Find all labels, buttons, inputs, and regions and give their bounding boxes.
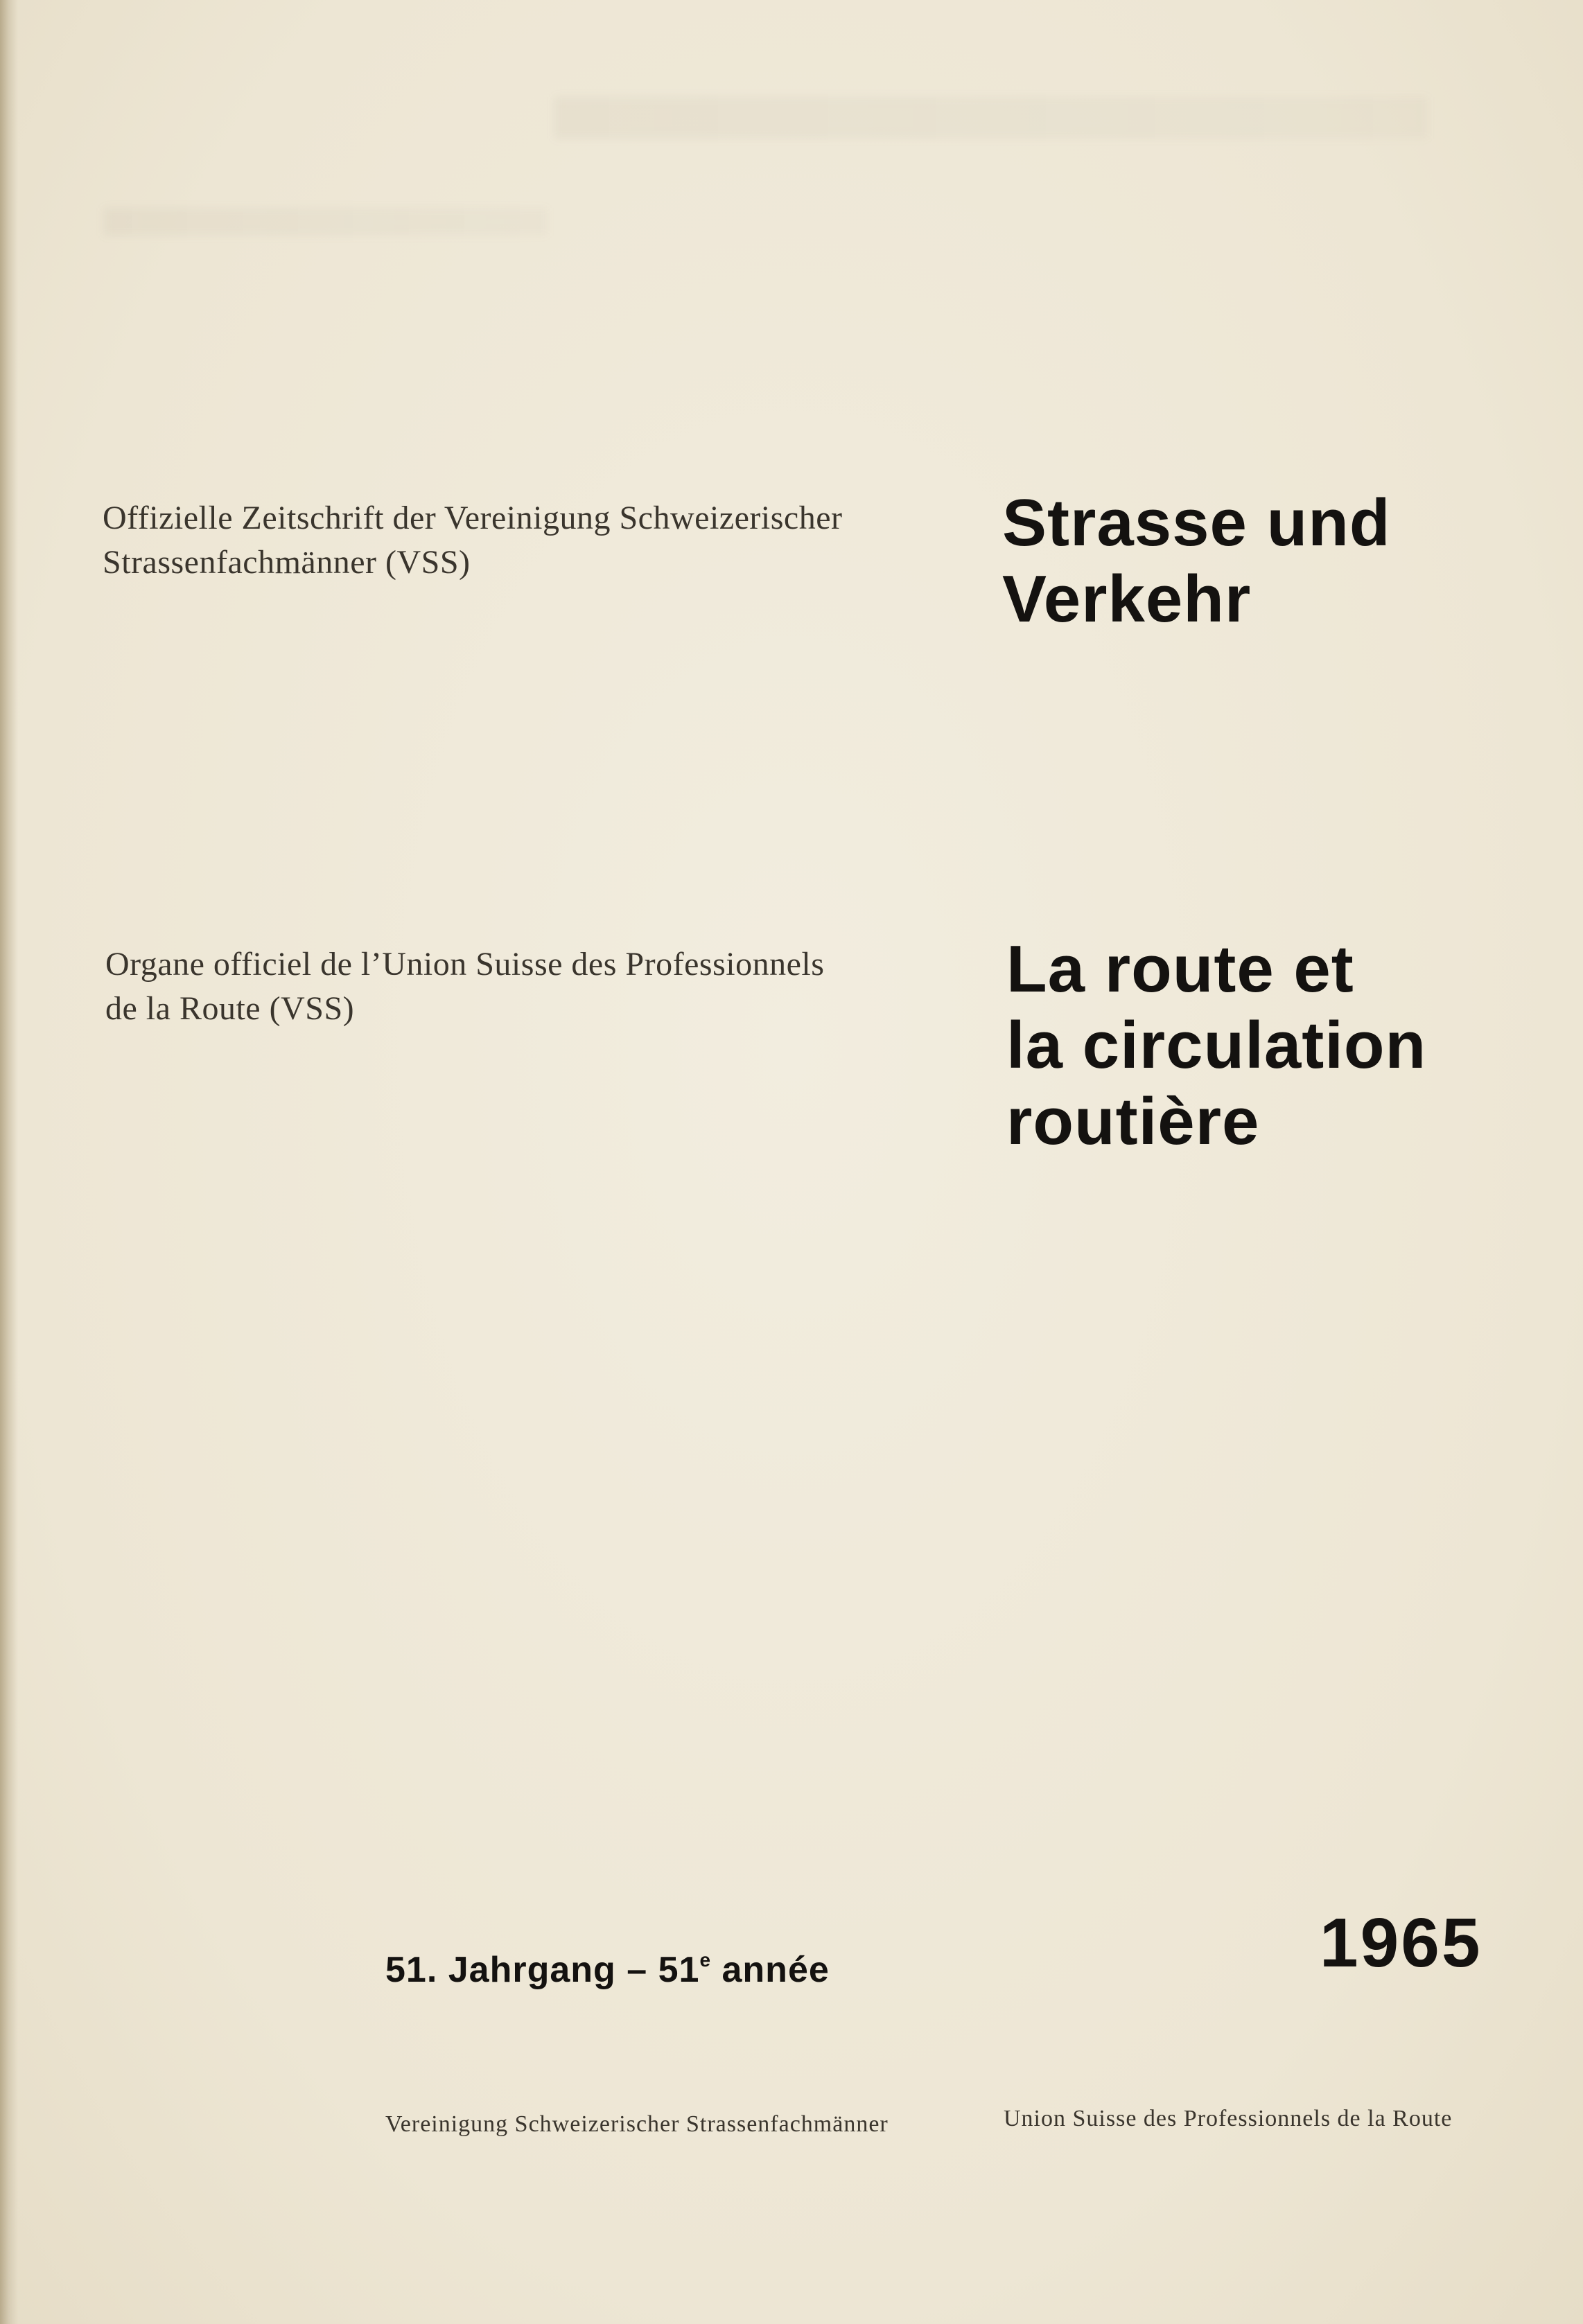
volume-separator: – [627, 1950, 648, 1990]
french-title-line-2: la circulation [1006, 1008, 1427, 1082]
binding-edge [0, 0, 18, 2324]
french-title [1006, 931, 1561, 1160]
publication-year: 1965 [1320, 1904, 1483, 1982]
german-title [1002, 485, 1529, 637]
german-organ-line-2: Strassenfachmänner (VSS) [103, 544, 471, 581]
french-title-line-1: La route et [1006, 932, 1354, 1006]
footer-french-publisher: Union Suisse des Professionnels de la Route [1004, 2106, 1453, 2131]
volume-french-number: 51 [658, 1950, 700, 1990]
volume-statement [385, 1936, 830, 1994]
german-title-line-1: Strasse und [1002, 486, 1391, 560]
french-organ-line-1: Organe officiel de l’Union Suisse des Professionnels [105, 946, 825, 983]
show-through-text [554, 97, 1428, 139]
french-organ-line-2: de la Route (VSS) [105, 990, 355, 1027]
french-organ-statement [105, 942, 882, 1031]
volume-french-word: année [721, 1950, 830, 1990]
french-title-line-3: routière [1006, 1084, 1260, 1159]
german-title-line-2: Verkehr [1002, 562, 1252, 636]
german-organ-line-1: Offizielle Zeitschrift der Vereinigung Schweizerischer [103, 500, 843, 536]
volume-french-suffix: e [699, 1949, 712, 1971]
show-through-text [104, 208, 548, 236]
volume-german: 51. Jahrgang [385, 1950, 616, 1990]
footer-german-publisher: Vereinigung Schweizerischer Strassenfachmänner [385, 2111, 889, 2137]
german-organ-statement [103, 496, 879, 585]
